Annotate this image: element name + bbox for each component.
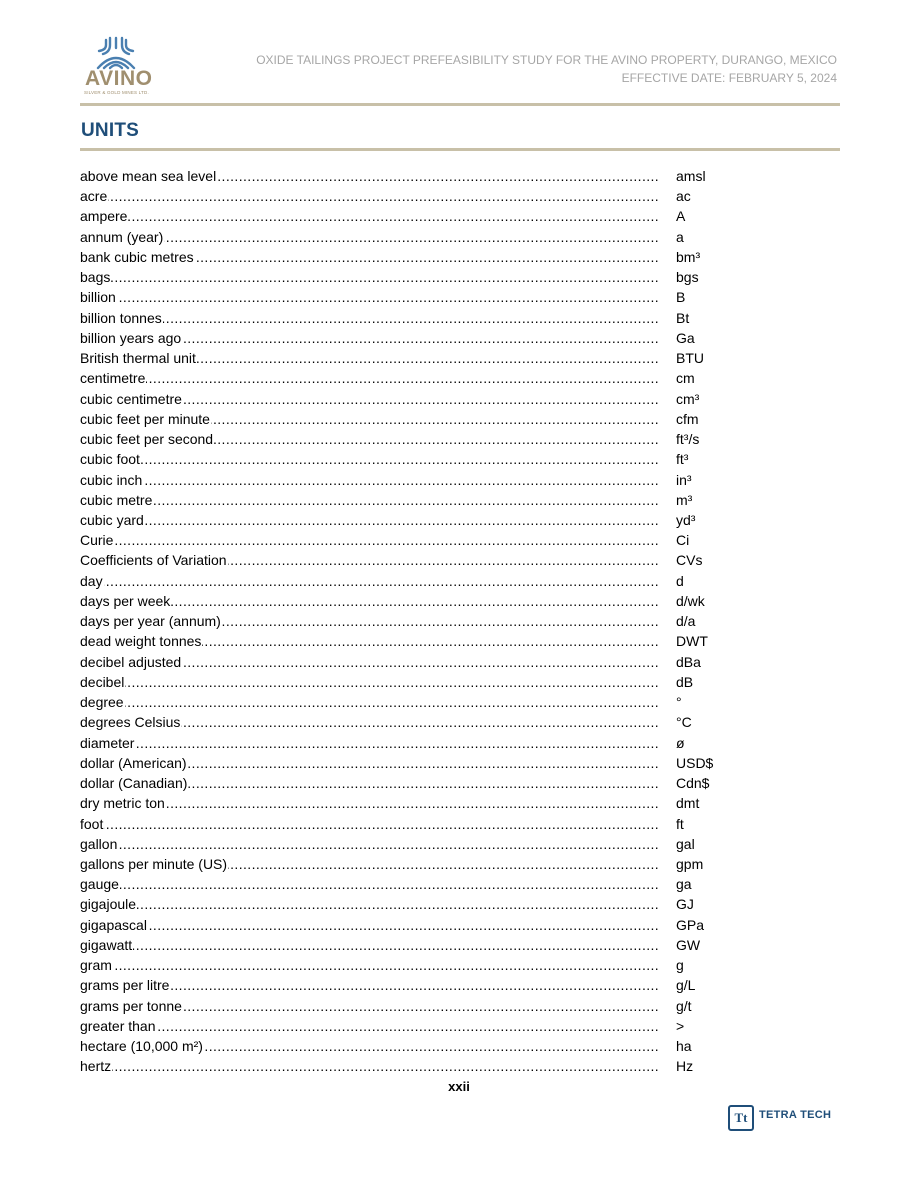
unit-abbreviation: Bt (676, 309, 690, 326)
unit-term-text: above mean sea level (80, 168, 217, 184)
unit-abbreviation: g/L (676, 977, 696, 994)
unit-term (80, 996, 658, 1016)
unit-term-text: hectare (10,000 m²) (80, 1038, 203, 1055)
unit-term (80, 874, 658, 894)
unit-row (80, 227, 780, 247)
unit-term-text: dry metric ton (80, 795, 165, 812)
unit-row (80, 1016, 780, 1036)
unit-term-text: cubic feet per second (80, 431, 214, 448)
unit-term-text: bags (80, 269, 111, 286)
page-number: xxii (448, 1079, 470, 1094)
tetra-tech-mark-text: Tt (734, 1110, 748, 1125)
unit-term (80, 308, 658, 328)
unit-row (80, 287, 780, 307)
unit-row (80, 874, 780, 894)
unit-term-text: Coefficients of Variation (80, 552, 227, 569)
unit-term (80, 834, 658, 854)
unit-abbreviation: m³ (676, 491, 693, 508)
unit-term (80, 1056, 658, 1076)
unit-abbreviation: CVs (676, 552, 703, 569)
unit-term (80, 672, 658, 692)
unit-row (80, 571, 780, 591)
unit-term-text: gallons per minute (US) (80, 855, 228, 872)
unit-row (80, 793, 780, 813)
unit-term (80, 328, 658, 348)
avino-logo (80, 36, 152, 98)
unit-term (80, 773, 658, 793)
unit-row (80, 267, 780, 287)
unit-term-text: gauge (80, 876, 119, 893)
unit-term-text: hertz (80, 1058, 112, 1075)
unit-abbreviation: cfm (676, 410, 699, 427)
unit-term-text: gigajoule (80, 896, 137, 913)
unit-row (80, 692, 780, 712)
unit-term-text: day (80, 572, 103, 589)
unit-row (80, 753, 780, 773)
unit-row (80, 955, 780, 975)
unit-term (80, 206, 658, 226)
unit-term (80, 227, 658, 247)
unit-abbreviation: ft (676, 815, 684, 832)
unit-term (80, 267, 658, 287)
unit-term-text: diameter (80, 734, 135, 751)
unit-row (80, 611, 780, 631)
unit-term-text: gram (80, 957, 112, 974)
unit-row (80, 733, 780, 753)
unit-term (80, 571, 658, 591)
unit-term-text: foot (80, 815, 104, 832)
unit-abbreviation: amsl (676, 168, 706, 184)
unit-term-text: cubic centimetre (80, 390, 182, 407)
unit-term (80, 287, 658, 307)
unit-term-text: billion (80, 289, 116, 306)
units-list (80, 166, 780, 1077)
unit-row (80, 894, 780, 914)
unit-row (80, 652, 780, 672)
unit-abbreviation: yd³ (676, 511, 696, 528)
unit-abbreviation: GJ (676, 896, 694, 913)
unit-term (80, 247, 658, 267)
unit-term (80, 591, 658, 611)
unit-term (80, 1016, 658, 1036)
unit-abbreviation: B (676, 289, 686, 306)
unit-term-text: gigawatt (80, 936, 133, 953)
unit-term (80, 975, 658, 995)
unit-abbreviation: ø (676, 734, 685, 751)
unit-term-text: Curie (80, 532, 114, 549)
tetra-tech-mark-icon (728, 1105, 754, 1131)
unit-term-text: billion years ago (80, 329, 182, 346)
unit-term (80, 854, 658, 874)
unit-row (80, 530, 780, 550)
unit-abbreviation: Cdn$ (676, 775, 710, 792)
unit-abbreviation: d (676, 572, 684, 589)
header-rule (80, 103, 840, 106)
unit-row (80, 510, 780, 530)
unit-row (80, 1056, 780, 1076)
unit-term (80, 409, 658, 429)
title-rule (80, 148, 840, 151)
unit-row (80, 834, 780, 854)
unit-row (80, 712, 780, 732)
unit-abbreviation: Ga (676, 329, 695, 346)
unit-abbreviation: DWT (676, 633, 708, 650)
unit-row (80, 348, 780, 368)
unit-row (80, 490, 780, 510)
unit-row (80, 773, 780, 793)
unit-abbreviation: bgs (676, 269, 699, 286)
unit-abbreviation: ° (676, 694, 682, 711)
unit-term (80, 550, 658, 570)
unit-abbreviation: cm (676, 370, 695, 387)
unit-row (80, 308, 780, 328)
unit-row (80, 409, 780, 429)
unit-abbreviation: Hz (676, 1058, 694, 1075)
unit-row (80, 854, 780, 874)
unit-term (80, 712, 658, 732)
unit-term-text: dollar (American) (80, 754, 187, 771)
unit-term-text: acre (80, 188, 108, 205)
avino-logo-word: AVINO (85, 67, 153, 90)
unit-abbreviation: ac (676, 188, 691, 205)
unit-abbreviation: USD$ (676, 754, 714, 771)
unit-term-text: cubic inch (80, 471, 143, 488)
unit-term-text: gallon (80, 835, 118, 852)
unit-term-text: cubic feet per minute (80, 410, 210, 427)
unit-abbreviation: GW (676, 936, 701, 953)
unit-abbreviation: gal (676, 835, 695, 852)
unit-row (80, 328, 780, 348)
unit-row (80, 591, 780, 611)
unit-row (80, 470, 780, 490)
unit-row (80, 206, 780, 226)
unit-row (80, 975, 780, 995)
unit-term (80, 470, 658, 490)
document-header (256, 51, 837, 87)
unit-term (80, 1036, 658, 1056)
unit-term-text: bank cubic metres (80, 248, 194, 265)
unit-term-text: decibel (80, 673, 125, 690)
unit-term-text: degree (80, 694, 124, 711)
unit-abbreviation: gpm (676, 855, 704, 872)
unit-term-text: greater than (80, 1017, 156, 1034)
unit-abbreviation: ft³ (676, 451, 689, 468)
unit-row (80, 915, 780, 935)
unit-term (80, 429, 658, 449)
unit-row (80, 368, 780, 388)
unit-term-text: decibel adjusted (80, 653, 182, 670)
unit-term-text: days per week (80, 592, 171, 609)
unit-abbreviation: GPa (676, 916, 705, 933)
unit-abbreviation: bm³ (676, 248, 701, 265)
unit-term-text: degrees Celsius (80, 714, 181, 731)
unit-abbreviation: d/a (676, 613, 696, 630)
unit-term-text: annum (year) (80, 228, 164, 245)
unit-term-text: gigapascal (80, 916, 147, 933)
unit-abbreviation: in³ (676, 471, 692, 488)
unit-term-text: centimetre (80, 370, 146, 387)
header-title-line: OXIDE TAILINGS PROJECT PREFEASIBILITY STUDY FOR THE AVINO PROPERTY, DURANGO, MEXICO (256, 53, 837, 67)
unit-term-text: British thermal unit (80, 350, 196, 367)
unit-abbreviation: a (676, 228, 684, 245)
avino-logo-subtitle: SILVER & GOLD MINES LTD. (84, 90, 149, 95)
unit-abbreviation: dB (676, 673, 694, 690)
unit-term-text: dollar (Canadian) (80, 775, 188, 792)
unit-term (80, 733, 658, 753)
unit-row (80, 449, 780, 469)
unit-abbreviation: g (676, 957, 684, 974)
unit-term (80, 166, 658, 186)
unit-term (80, 652, 658, 672)
unit-row (80, 166, 780, 186)
unit-term (80, 186, 658, 206)
unit-term (80, 510, 658, 530)
unit-term (80, 955, 658, 975)
unit-term (80, 611, 658, 631)
unit-term-text: days per year (annum) (80, 613, 221, 630)
unit-term (80, 389, 658, 409)
unit-row (80, 631, 780, 651)
unit-row (80, 996, 780, 1016)
unit-abbreviation: > (676, 1017, 685, 1034)
unit-term (80, 692, 658, 712)
unit-term-text: billion tonnes (80, 309, 162, 326)
unit-row (80, 429, 780, 449)
unit-term (80, 814, 658, 834)
unit-term (80, 449, 658, 469)
unit-term-text: grams per litre (80, 977, 170, 994)
unit-term (80, 935, 658, 955)
unit-abbreviation: d/wk (676, 592, 705, 609)
unit-term-text: cubic metre (80, 491, 153, 508)
unit-term-text: cubic yard (80, 511, 144, 528)
unit-abbreviation: cm³ (676, 390, 700, 407)
unit-term (80, 368, 658, 388)
unit-row (80, 550, 780, 570)
unit-row (80, 672, 780, 692)
header-date-line: EFFECTIVE DATE: FEBRUARY 5, 2024 (621, 71, 837, 85)
unit-abbreviation: ha (676, 1038, 692, 1055)
unit-abbreviation: dmt (676, 795, 700, 812)
unit-term (80, 490, 658, 510)
section-title: UNITS (81, 120, 139, 141)
unit-term (80, 753, 658, 773)
unit-abbreviation: ft³/s (676, 431, 700, 448)
unit-abbreviation: ga (676, 876, 692, 893)
unit-abbreviation: Ci (676, 532, 690, 549)
unit-abbreviation: dBa (676, 653, 701, 670)
unit-term-text: dead weight tonnes (80, 633, 202, 650)
unit-term-text: grams per tonne (80, 997, 182, 1014)
unit-row (80, 1036, 780, 1056)
unit-term (80, 348, 658, 368)
unit-term-text: ampere (80, 208, 128, 225)
unit-abbreviation: BTU (676, 350, 704, 367)
unit-row (80, 814, 780, 834)
unit-row (80, 247, 780, 267)
unit-row (80, 935, 780, 955)
unit-row (80, 389, 780, 409)
unit-row (80, 186, 780, 206)
unit-term (80, 793, 658, 813)
unit-term (80, 631, 658, 651)
unit-term (80, 894, 658, 914)
unit-term-text: cubic foot (80, 451, 140, 468)
avino-logo-mark-icon (94, 36, 138, 70)
unit-abbreviation: °C (676, 714, 692, 731)
unit-abbreviation: g/t (676, 997, 692, 1014)
unit-term (80, 530, 658, 550)
unit-term (80, 915, 658, 935)
tetra-tech-wordmark: TETRA TECH (759, 1109, 832, 1121)
unit-abbreviation: A (676, 208, 686, 225)
